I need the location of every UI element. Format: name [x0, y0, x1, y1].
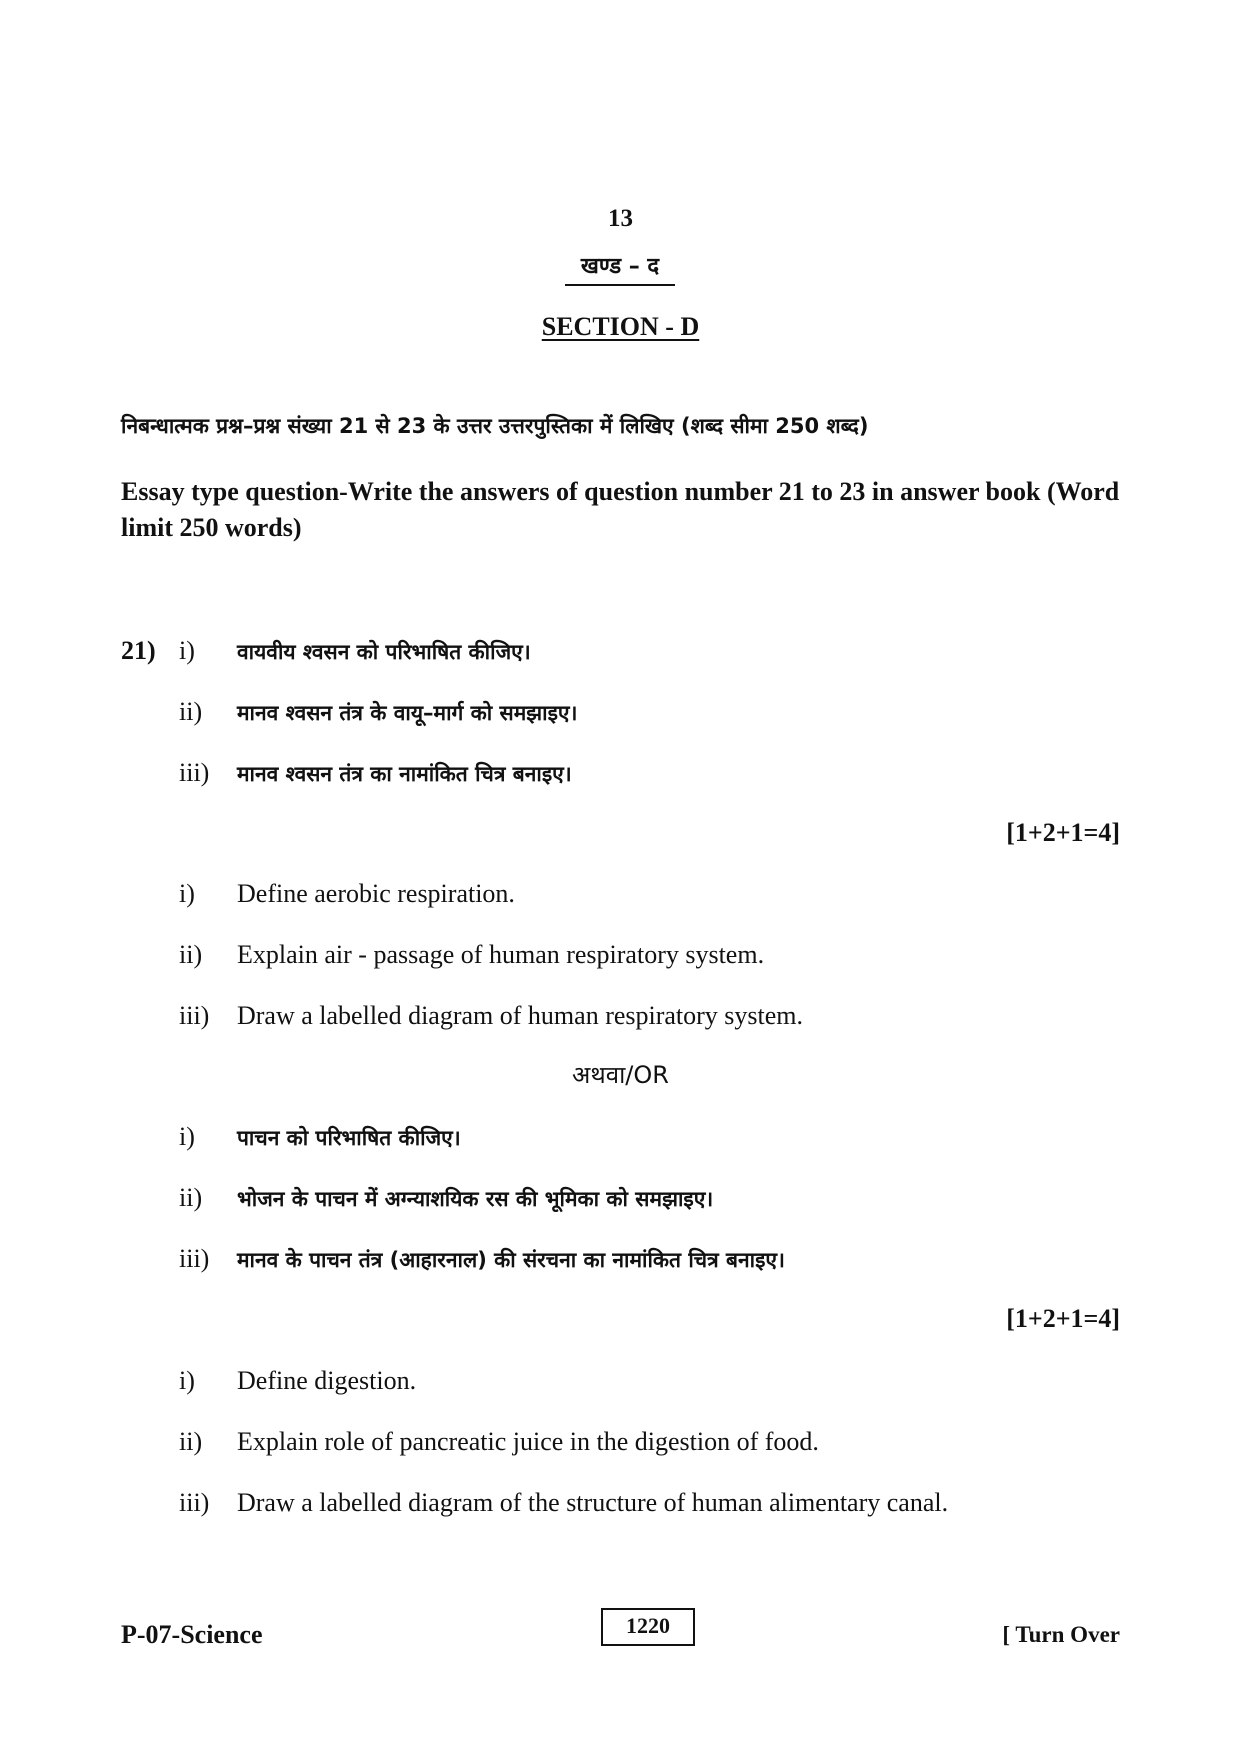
question-number: 21)	[121, 636, 156, 665]
item-label: i)	[179, 636, 195, 665]
item-text-english: Draw a labelled diagram of human respiratory system.	[237, 1001, 804, 1030]
item-label: iii)	[179, 1001, 210, 1030]
item-label: iii)	[179, 758, 210, 787]
section-title-underline	[565, 284, 675, 286]
page-number: 13	[608, 205, 633, 232]
item-label: i)	[179, 1366, 195, 1395]
item-label: ii)	[179, 697, 203, 726]
page-box-number: 1220	[601, 1608, 695, 1646]
item-text-hindi: मानव श्वसन तंत्र का नामांकित चित्र बनाइए।	[237, 762, 572, 786]
item-label: i)	[179, 879, 195, 908]
item-text-english: Explain role of pancreatic juice in the digestion of food.	[237, 1427, 819, 1456]
section-title-english: SECTION - D	[541, 312, 700, 341]
item-text-english: Define digestion.	[237, 1366, 417, 1395]
section-title-hindi: खण्ड – द	[580, 254, 660, 279]
item-text-hindi: भोजन के पाचन में अग्न्याशयिक रस की भूमिका को समझाइए।	[237, 1187, 714, 1211]
marks-distribution: [1+2+1=4]	[1006, 1304, 1120, 1333]
marks-distribution: [1+2+1=4]	[1006, 818, 1120, 847]
item-label: i)	[179, 1122, 195, 1151]
turn-over-note: [ Turn Over	[1002, 1622, 1120, 1647]
item-label: ii)	[179, 1183, 203, 1212]
item-text-english: Explain air - passage of human respiratory system.	[237, 940, 765, 969]
item-label: iii)	[179, 1244, 210, 1273]
item-label: ii)	[179, 1427, 203, 1456]
instructions-hindi: निबन्धात्मक प्रश्न–प्रश्न संख्या 21 से 23 के उत्तर उत्तरपुस्तिका में लिखिए (शब्द सीमा 250 शब्द)	[121, 414, 869, 438]
item-label: ii)	[179, 940, 203, 969]
item-text-hindi: वायवीय श्वसन को परिभाषित कीजिए।	[237, 640, 531, 664]
item-text-hindi: मानव के पाचन तंत्र (आहारनाल) की संरचना का नामांकित चित्र बनाइए।	[237, 1248, 785, 1272]
item-text-english: Define aerobic respiration.	[237, 879, 515, 908]
item-text-hindi: पाचन को परिभाषित कीजिए।	[237, 1126, 461, 1150]
item-text-hindi: मानव श्वसन तंत्र के वायू–मार्ग को समझाइए।	[237, 701, 578, 725]
paper-code: P-07-Science	[121, 1620, 263, 1649]
or-separator: अथवा/OR	[572, 1061, 669, 1089]
item-label: iii)	[179, 1488, 210, 1517]
instructions-english: Essay type question-Write the answers of question number 21 to 23 in answer book (Word limit 250 words)	[121, 477, 1120, 542]
item-text-english: Draw a labelled diagram of the structure of human alimentary canal.	[237, 1488, 949, 1517]
